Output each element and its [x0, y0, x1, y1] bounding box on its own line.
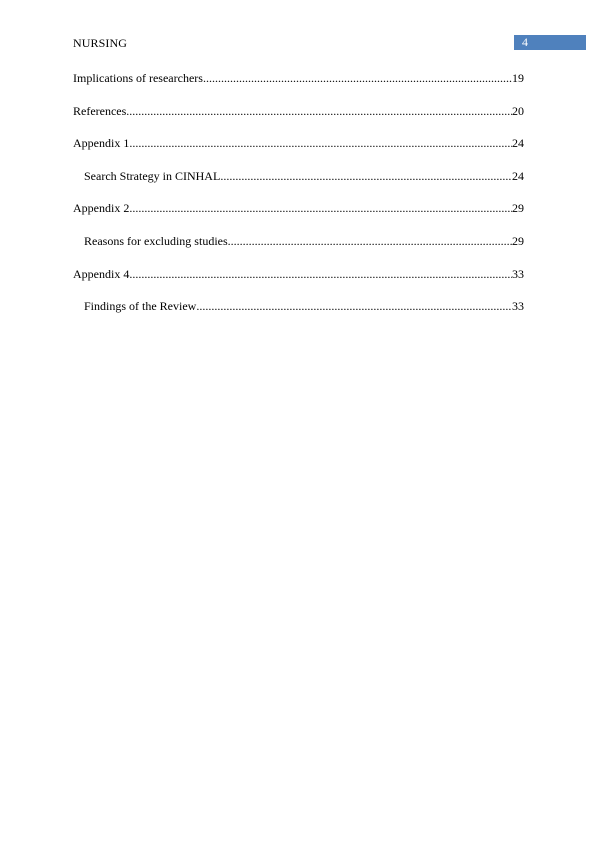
toc-dot-leader — [129, 201, 512, 215]
toc-entry-title: Appendix 2 — [73, 201, 130, 216]
toc-entry-page: 29 — [512, 233, 524, 248]
toc-dot-leader — [228, 234, 512, 248]
toc-entry-page: 33 — [512, 299, 524, 314]
toc-dot-leader — [196, 299, 512, 313]
toc-dot-leader — [203, 71, 512, 85]
toc-dot-leader — [129, 267, 512, 281]
toc-dot-leader — [129, 136, 512, 150]
toc-dot-leader — [220, 169, 512, 183]
running-head: NURSING — [73, 36, 128, 50]
toc-entry-page: 20 — [512, 103, 524, 118]
toc-entry-page: 24 — [512, 168, 524, 183]
toc-entry-findings-of-the-review[interactable] — [73, 299, 524, 332]
toc-entry-appendix-4[interactable] — [73, 267, 524, 300]
table-of-contents — [73, 71, 524, 332]
toc-entry-title: References — [73, 103, 127, 118]
page-number: 4 — [522, 35, 528, 49]
toc-entry-appendix-1[interactable] — [73, 136, 524, 169]
toc-entry-page: 29 — [512, 201, 524, 216]
toc-entry-page: 19 — [512, 71, 524, 85]
page-header — [0, 0, 596, 60]
toc-entry-title: Appendix 1 — [73, 136, 130, 151]
page-number-box — [514, 35, 586, 50]
toc-entry-title: Findings of the Review — [84, 299, 197, 314]
toc-entry-title: Appendix 4 — [73, 266, 130, 281]
toc-entry-reasons-for-excluding-studies[interactable] — [73, 234, 524, 267]
toc-dot-leader — [126, 104, 512, 118]
toc-entry-title: Implications of researchers — [73, 71, 203, 85]
toc-entry-page: 24 — [512, 136, 524, 151]
toc-entry-appendix-2[interactable] — [73, 201, 524, 234]
toc-entry-title: Search Strategy in CINHAL — [84, 168, 221, 183]
toc-entry-references[interactable] — [73, 104, 524, 137]
toc-entry-implications-of-researchers[interactable] — [73, 71, 524, 104]
toc-entry-title: Reasons for excluding studies — [84, 233, 228, 248]
toc-entry-search-strategy-in-cinhal[interactable] — [73, 169, 524, 202]
toc-entry-page: 33 — [512, 266, 524, 281]
